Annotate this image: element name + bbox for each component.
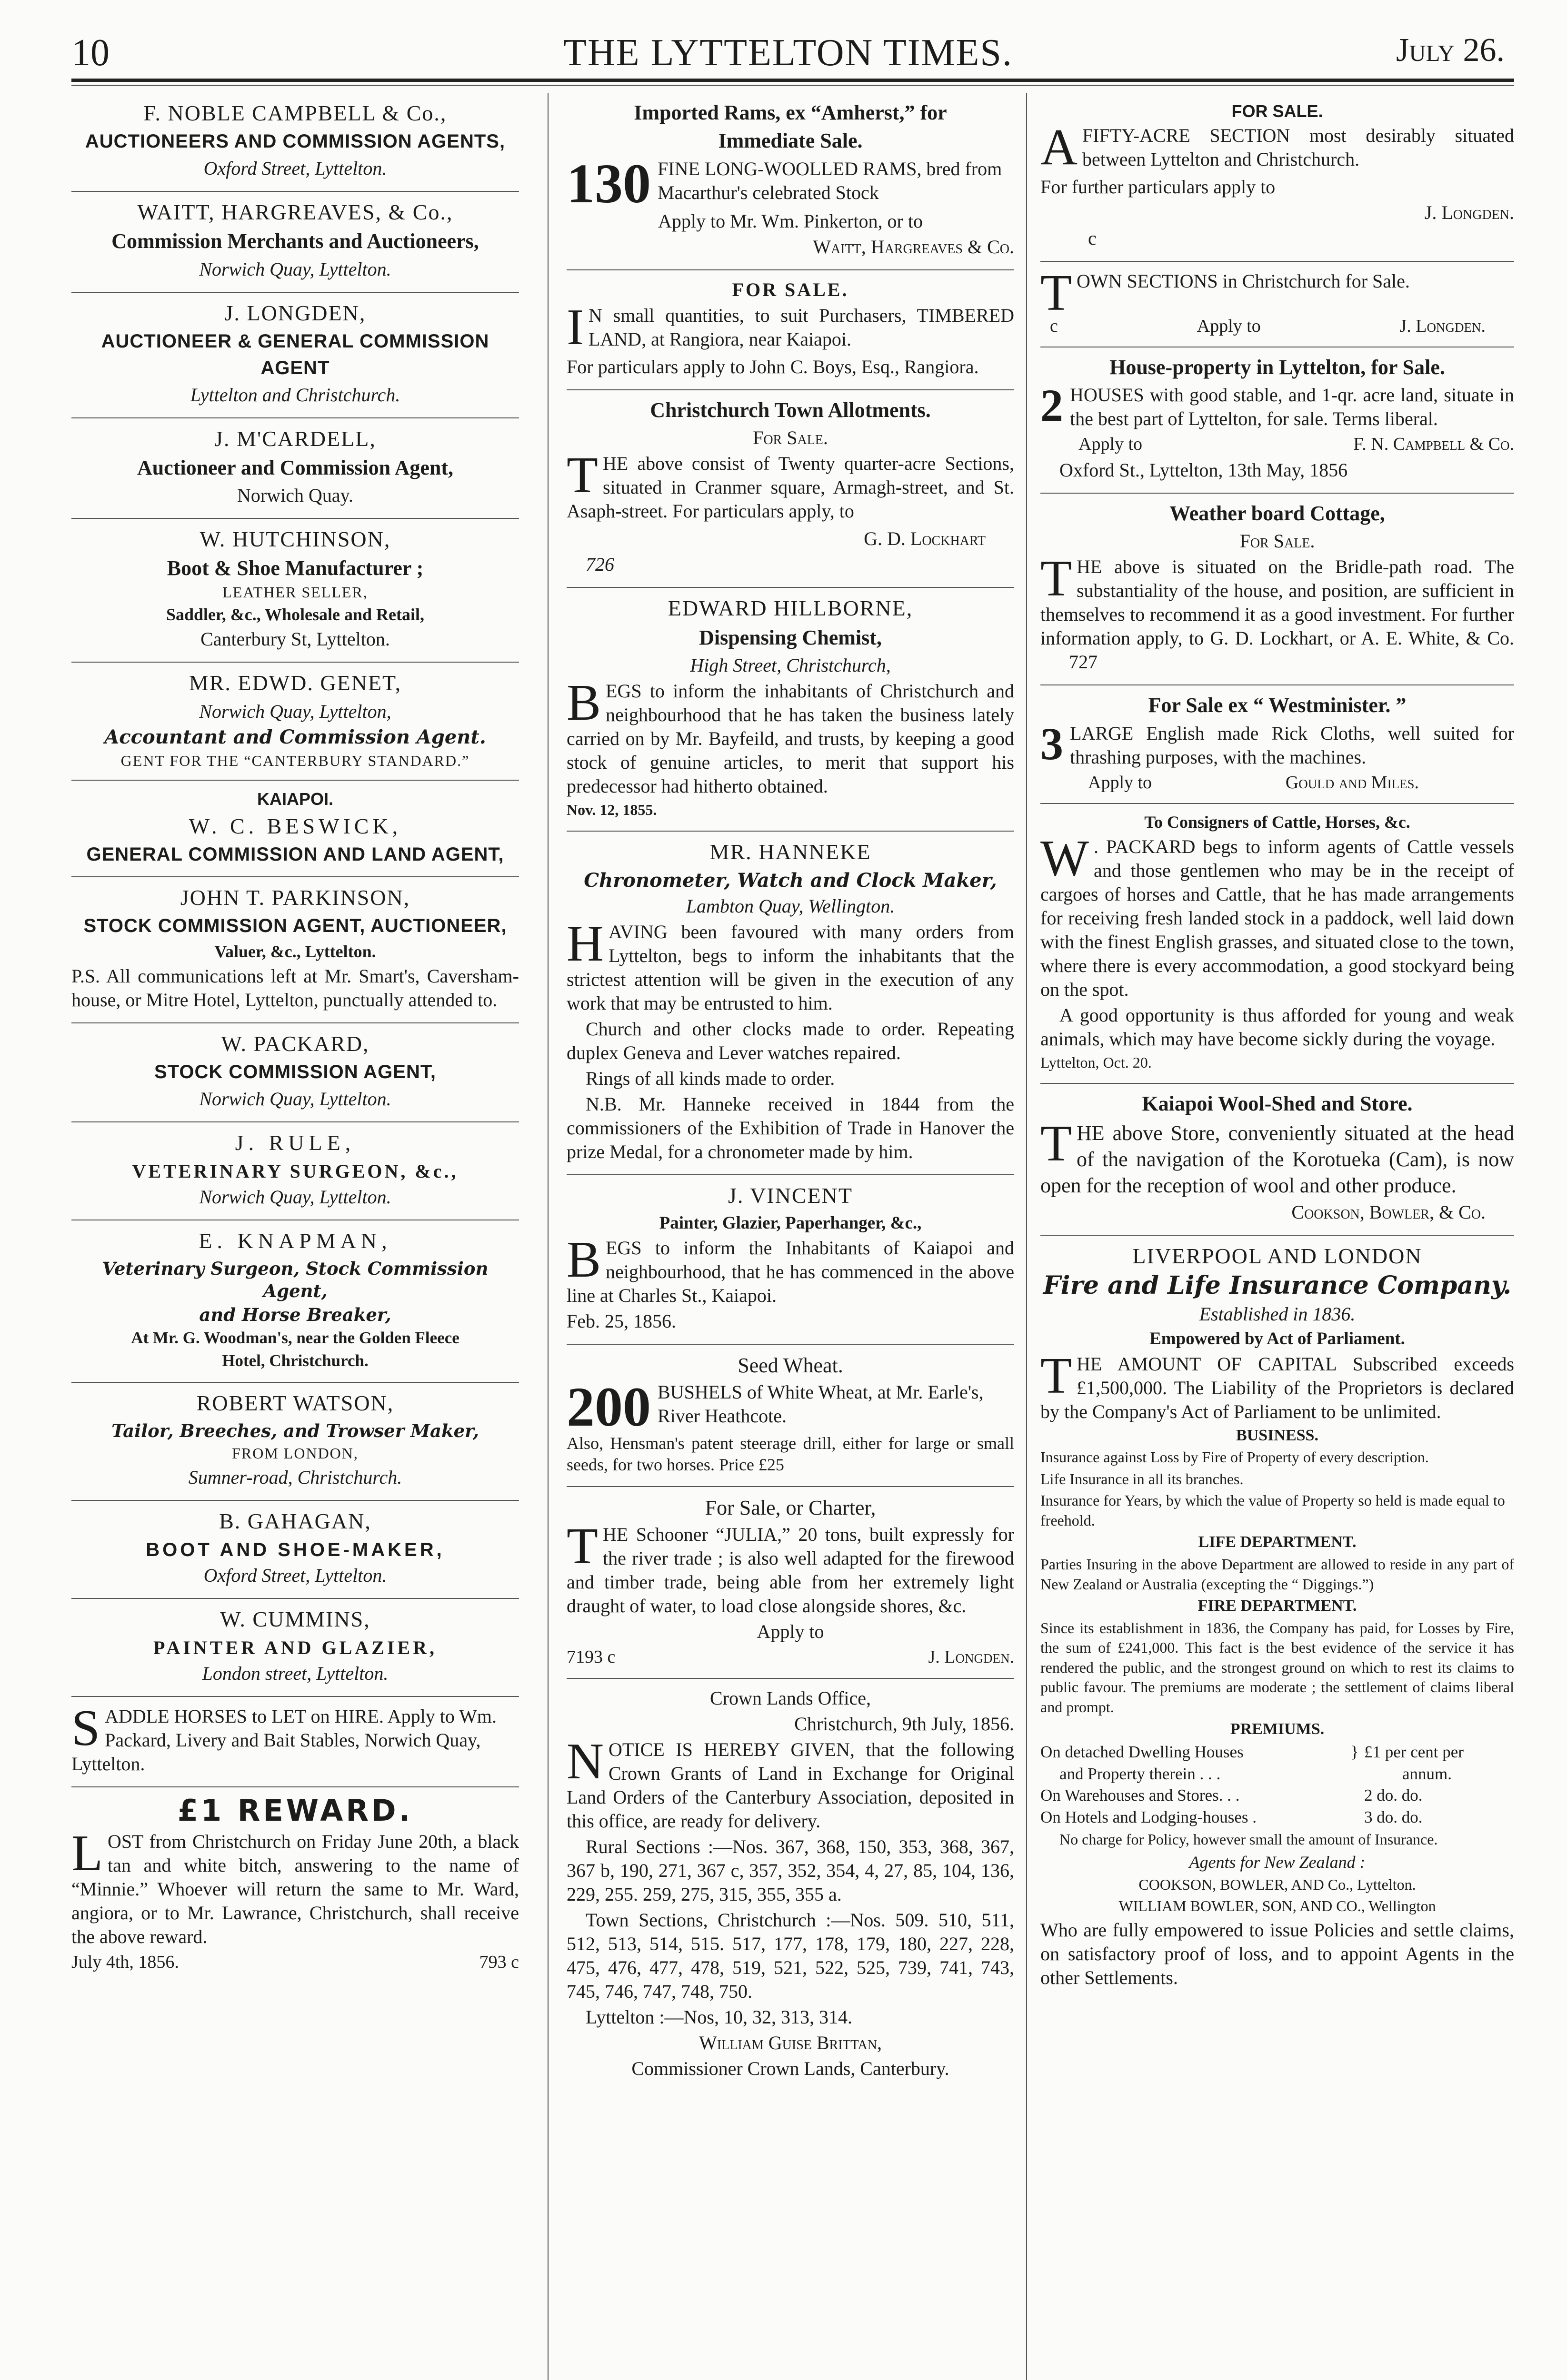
ad-role-2: and Horse Breaker, [199,1304,391,1325]
ad-empowered: Empowered by Act of Parliament. [1149,1329,1405,1349]
ad-agents-heading: Agents for New Zealand : [1189,1852,1366,1872]
premium-label: On Warehouses and Stores. . . [1040,1786,1240,1805]
ad-cottage [1040,494,1514,685]
ad-role: Tailor, Breeches, and Trowser Maker, [111,1420,479,1441]
ad-heading: Christchurch Town Allotments. [650,398,931,422]
ad-name: B. GAHAGAN, [219,1508,371,1533]
ad-text-2: Also, Hensman's patent steerage drill, either for large or small seeds, for two horses. Price £25 [567,1434,1014,1475]
ad-heading: FOR SALE. [732,279,849,301]
drop-cap: N [567,1733,604,1790]
ad-name: W. CUMMINS, [220,1606,370,1631]
ad-text: AVING been favoured with many orders from Lyttelton, begs to inform the inhabitants that the strictest attention will be given in the execution of any work that may be entrusted to him. [567,921,1014,1014]
ad-reward [71,1787,519,1983]
ad-hillborne [567,588,1014,831]
ad-heading: Weather board Cottage, [1169,501,1385,525]
ad-heading: £1 REWARD. [177,1793,413,1828]
ad-role: VETERINARY SURGEON, &c., [132,1160,459,1182]
ad-woolshed [1040,1084,1514,1235]
ad-name: ROBERT WATSON, [196,1390,394,1415]
ad-ref: c [1050,316,1058,336]
ad-date: Christchurch, 9th July, 1856. [794,1713,1014,1735]
ad-address: High Street, Christchurch, [690,654,891,676]
drop-cap: S [71,1699,100,1756]
ad-signed: J. Longden. [928,1647,1014,1667]
ad-address: Sumner-road, Christchurch. [188,1466,402,1488]
ad-address: Norwich Quay, Lyttelton, [199,701,391,723]
ad-role: Commission Merchants and Auctioneers, [111,229,479,253]
ad-section-premiums: PREMIUMS. [1230,1720,1325,1738]
ad-consigners [1040,804,1514,1084]
ad-address: Norwich Quay, Lyttelton. [199,1088,391,1110]
ad-footer-text: Who are fully empowered to issue Policies and settle claims, on satisfactory proof of loss, and to appoint Agents in the other Settlements. [1040,1919,1514,1988]
ad-ref: 7193 c [567,1647,616,1667]
ad-body [567,152,1014,215]
ad-signed: Cookson, Bowler, & Co. [1291,1201,1486,1223]
premium-row-warehouses [1040,1785,1514,1806]
ad-date: Oxford St., Lyttelton, 13th May, 1856 [1059,459,1348,481]
ad-body [1040,550,1514,674]
drop-cap: W [1040,830,1089,887]
drop-cap: B [567,1231,601,1288]
ad-text-3: Rings of all kinds made to order. [586,1067,835,1089]
ad-text: HOUSES with good stable, and 1-qr. acre land, situate in the best part of Lyttelton, for sale. Terms liberal. [1070,384,1514,430]
drop-cap: I [567,299,584,356]
masthead-rule-thin [71,85,1514,86]
ad-footer [1040,771,1514,794]
ad-line-2: Hotel, Christchurch. [222,1351,369,1370]
ad-role: STOCK COMMISSION AGENT, [154,1061,436,1083]
ad-body [567,1733,1014,1833]
column-3 [1040,93,1514,2380]
ad-hanneke [567,832,1014,1175]
ad-name: EDWARD HILLBORNE, [668,596,913,621]
newspaper-title: THE LYTTELTON TIMES. [563,32,1013,74]
drop-cap: T [1040,265,1072,321]
ad-gahagan [71,1501,519,1599]
ad-text: HE above consist of Twenty quarter-acre Sections, situated in Cranmer square, Armagh-street, and St. Asaph-street. For particulars apply, to [567,453,1014,522]
ad-from: FROM LONDON, [232,1444,359,1462]
ad-waitt [71,192,519,292]
ad-allotments [567,390,1014,588]
ad-body [567,1518,1014,1618]
issue-date: July 26. [1396,32,1505,69]
ad-name: W. PACKARD, [221,1031,369,1056]
ad-role: Painter, Glazier, Paperhanger, &c., [659,1213,922,1233]
ad-role: AUCTIONEER & GENERAL COMMISSION AGENT [101,330,489,378]
ad-place: KAIAPOI. [257,789,333,809]
ad-knapman [71,1220,519,1382]
ad-beswick [71,781,519,877]
ad-body [1040,830,1514,1002]
ad-crown-lands [567,1679,1014,2091]
brace-glyph: } [1350,1743,1359,1762]
ad-town-sections [1040,262,1514,347]
drop-cap: T [1040,1115,1072,1172]
drop-cap: T [1040,550,1072,607]
premium-rate: annum. [1402,1764,1452,1783]
ad-body [1040,1115,1514,1199]
ad-premium-note: No charge for Policy, however small the amount of Insurance. [1059,1831,1438,1848]
ad-ref: 793 c [479,1952,519,1972]
ad-footer [1040,433,1514,456]
ad-role: GENERAL COMMISSION AND LAND AGENT, [86,844,504,865]
ad-apply: Apply to [1197,316,1261,336]
ad-date: July 4th, 1856. [71,1952,179,1972]
ad-quantity: 130 [567,152,651,215]
ad-text: EGS to inform the inhabitants of Christchurch and neighbourhood that he has taken the business lately carried on by Mr. Bayfeild, and trusts, by keeping a good stock of genuine articles, to merit that support his predecessor had hitherto obtained. [567,680,1014,797]
ad-text: FIFTY-ACRE SECTION most desirably situated between Lyttelton and Christchurch. [1082,125,1514,170]
premium-label: and Property therein . . . [1059,1764,1221,1783]
premium-row-dwelling-2 [1040,1763,1514,1785]
ad-packard [71,1023,519,1122]
ad-campbell [71,93,519,192]
ad-role: Accountant and Commission Agent. [104,726,486,749]
ad-name: J. VINCENT [728,1183,853,1208]
ad-subrole: LEATHER SELLER, [222,583,368,601]
ad-line: Saddler, &c., Wholesale and Retail, [166,605,425,625]
premium-label: On detached Dwelling Houses [1040,1743,1244,1762]
ad-body [567,674,1014,798]
ad-text: OWN SECTIONS in Christchurch for Sale. [1076,270,1410,292]
ad-note: GENT FOR THE “CANTERBURY STANDARD.” [120,752,470,770]
drop-cap: H [567,915,604,972]
ad-fifty-acre [1040,93,1514,262]
drop-cap: T [567,447,598,504]
ad-role: Boot & Shoe Manufacturer ; [167,556,424,580]
ad-rule [71,1122,519,1220]
ad-date: Nov. 12, 1855. [567,801,657,818]
ad-name: W. HUTCHINSON, [200,527,391,552]
ad-address: Lambton Quay, Wellington. [686,895,895,917]
ad-line: At Mr. G. Woodman's, near the Golden Fleece [131,1329,459,1348]
ad-quantity: 200 [567,1375,651,1438]
ad-westminster [1040,685,1514,804]
ad-address: Oxford Street, Lyttelton. [203,1564,387,1586]
ad-text: EGS to inform the Inhabitants of Kaiapoi and neighbourhood, that he has commenced in the above line at Charles St., Kaiapoi. [567,1237,1014,1306]
ad-body [71,1699,519,1776]
ad-body: P.S. All communications left at Mr. Smart's, Caversham-house, or Mitre Hotel, Lyttelton, punctually attended to. [71,965,519,1011]
ad-body [1040,718,1514,769]
ad-signed: F. N. Campbell & Co. [1353,434,1514,455]
ad-name: MR. EDWD. GENET, [189,671,402,695]
ad-footer [71,1951,519,1974]
ad-julia [567,1487,1014,1678]
ad-body [1040,119,1514,176]
ad-heading: For Sale, or Charter, [705,1496,876,1520]
ad-heading: House-property in Lyttelton, for Sale. [1109,355,1445,379]
masthead [71,23,1505,75]
ad-body [1040,1347,1514,1424]
ad-life-text: Parties Insuring in the above Department are allowed to reside in any part of New Zealand or Australia (excepting the “ Diggings.”) [1040,1555,1514,1593]
premium-rate: 2 do. do. [1364,1786,1423,1805]
ad-signed-title: Commissioner Crown Lands, Canterbury. [631,2057,949,2079]
ad-genet [71,663,519,781]
ad-parkinson [71,877,519,1023]
ad-body [1040,380,1514,431]
ad-body [567,915,1014,1015]
ad-role: Dispensing Chemist, [699,625,882,649]
ad-subheading: For Sale. [753,427,828,449]
premium-label: On Hotels and Lodging-houses . [1040,1807,1257,1826]
ad-apply: Apply to [757,1621,824,1643]
ad-section-life: LIFE DEPARTMENT. [1198,1533,1357,1551]
ad-signed: J. Longden. [1424,202,1514,223]
ad-role: PAINTER AND GLAZIER, [153,1636,437,1658]
ad-text: OTICE IS HEREBY GIVEN, that the following Crown Grants of Land in Exchange for Original Land Orders of the Canterbury Association, deposited in this office, are ready for delivery. [567,1738,1014,1832]
ad-name: F. NOBLE CAMPBELL & Co., [143,101,447,125]
ad-text: HE above Store, conveniently situated at the head of the navigation of the Korotueka (Cam), is now open for the reception of wool and other produce. [1040,1121,1514,1197]
ad-heading: Seed Wheat. [738,1353,843,1377]
ad-address: Canterbury St, Lyttelton. [200,628,390,650]
ad-body [1040,265,1514,321]
ad-role: Veterinary Surgeon, Stock Commission Agent, [102,1258,489,1301]
ad-signed: G. D. Lockhart [864,528,986,550]
ad-text-4: N.B. Mr. Hanneke received in 1844 from the commissioners of the Exhibition of Trade in Hanover the prize Medal, for a chronometer made by him. [567,1093,1014,1162]
ad-agent-1: COOKSON, BOWLER, AND Co., Lyttelton. [1138,1875,1416,1893]
ad-heading: Kaiapoi Wool-Shed and Store. [1142,1092,1413,1116]
ad-body [71,1825,519,1949]
ad-section-business: BUSINESS. [1236,1426,1318,1444]
ad-address: Norwich Quay, Lyttelton. [199,258,391,280]
ad-ref: c [1088,228,1097,249]
ad-ref: 727 [1069,651,1098,673]
ad-name: JOHN T. PARKINSON, [180,885,410,910]
ad-address: London street, Lyttelton. [202,1662,389,1684]
ad-business-1: Insurance against Loss by Fire of Property of every description. [1040,1448,1429,1466]
drop-cap: T [567,1518,598,1575]
ad-quantity: 3 [1040,718,1063,769]
ad-apply: For further particulars apply to [1040,176,1276,198]
ad-text: HE AMOUNT OF CAPITAL Subscribed exceeds £1,500,000. The Liability of the Proprietors is declared by the Company's Act of Parliament to be unlimited. [1040,1353,1514,1422]
ad-text: HE above is situated on the Bridle-path road. The substantiality of the house, and position, are sufficient in themselves to recommend it as a good investment. For further information apply, to G. D. Lockhart, or A. E. White, & Co. [1040,556,1514,649]
ad-established: Established in 1836. [1199,1303,1356,1325]
ad-body [567,447,1014,523]
ad-hutchinson [71,519,519,663]
ad-insurance [1040,1236,1514,2000]
premium-row-hotels [1040,1806,1514,1828]
ad-apply: Apply to [1078,434,1143,455]
page-number: 10 [71,32,110,74]
premium-rate: 3 do. do. [1364,1807,1423,1826]
premium-row-dwelling [1040,1741,1514,1763]
ad-signed: Waitt, Hargreaves & Co. [813,236,1014,258]
column-divider-1 [548,93,549,2380]
ad-timber-land [567,270,1014,390]
ad-text: ADDLE HORSES to LET on HIRE. Apply to Wm. Packard, Livery and Bait Stables, Norwich Quay, Lyttelton. [71,1705,497,1775]
ad-name: J. M'CARDELL, [214,426,376,451]
ad-fire-text: Since its establishment in 1836, the Company has paid, for Losses by Fire, the sum of £241,000. This fact is the best evidence of the service it has rendered the public, and the strongest ground on which to rest its claims to public favour. The premiums are moderate ; the settlement of claims liberal and prompt. [1040,1619,1514,1716]
ad-date: Feb. 25, 1856. [567,1310,676,1332]
ad-subheading: For Sale. [1239,530,1315,552]
ad-address: Oxford Street, Lyttelton. [203,158,387,179]
ad-text: HE Schooner “JULIA,” 20 tons, built expressly for the river trade ; is also well adapted for the firewood and timber trade, being able from her extremely light draught of water, to load close alongside shores, &c. [567,1524,1014,1617]
ad-name: J. LONGDEN, [224,300,366,325]
ad-footer [567,1646,1014,1669]
ad-role: STOCK COMMISSION AGENT, AUCTIONEER, [83,915,507,937]
ad-quantity: 2 [1040,380,1063,431]
ad-body [567,1375,1014,1438]
ad-text-2: A good opportunity is thus afforded for young and weak animals, which may have become sickly during the voyage. [1040,1004,1514,1050]
premium-rate: £1 per cent per [1364,1743,1464,1762]
ad-rural-sections: Rural Sections :—Nos. 367, 368, 150, 353, 368, 367, 367 b, 190, 271, 367 c, 357, 352, 354, 4, 27, 85, 104, 136, 229, 255. 259, 275, 315, 355, 355 a. [567,1835,1014,1905]
ad-house-property [1040,347,1514,494]
ad-text: LARGE English made Rick Cloths, well suited for thrashing purposes, with the machines. [1070,722,1514,768]
ad-text: N small quantities, to suit Purchasers, TIMBERED LAND, at Rangiora, near Kaiapoi. [588,305,1014,350]
ad-apply: Apply to Mr. Wm. Pinkerton, or to [658,210,923,232]
ad-seed-wheat [567,1345,1014,1487]
ad-signed: William Guise Brittan, [699,2032,882,2053]
ad-text: BUSHELS of White Wheat, at Mr. Earle's, River Heathcote. [658,1381,984,1427]
ad-apply: Apply to [1088,772,1152,793]
column-1 [71,93,519,2380]
ad-text-2: Church and other clocks made to order. Repeating duplex Geneva and Lever watches repaired. [567,1018,1014,1063]
drop-cap: B [567,674,601,731]
column-divider-2 [1026,93,1027,2380]
ad-mccardell [71,418,519,519]
ad-longden [71,293,519,418]
ad-address: Lyttelton and Christchurch. [190,384,400,406]
column-2 [567,93,1014,2380]
ad-name: WAITT, HARGREAVES, & Co., [137,200,453,225]
drop-cap: L [71,1825,103,1882]
ad-role: Auctioneer and Commission Agent, [137,456,454,479]
ad-lyttelton-sections: Lyttelton :—Nos, 10, 32, 313, 314. [586,2006,852,2028]
ad-name: MR. HANNEKE [709,839,871,864]
ad-heading-2: Immediate Sale. [718,129,863,153]
ad-name: E. KNAPMAN, [199,1229,392,1253]
ad-text: FINE LONG-WOOLLED RAMS, bred from Macarthur's celebrated Stock [658,158,1002,203]
ad-line: Valuer, &c., Lyttelton. [214,942,376,962]
ad-date: Lyttelton, Oct. 20. [1040,1053,1152,1071]
ad-address: Norwich Quay, Lyttelton. [199,1186,391,1208]
ad-heading: Imported Rams, ex “Amherst,” for [634,101,947,124]
ad-agent-2: WILLIAM BOWLER, SON, AND CO., Wellington [1118,1897,1436,1915]
ad-heading: FOR SALE. [1231,101,1323,121]
ad-saddle-horses [71,1697,519,1787]
ad-business-2: Life Insurance in all its branches. [1040,1470,1244,1488]
ad-role: Chronometer, Watch and Clock Maker, [584,869,997,892]
ad-cummins [71,1599,519,1697]
ad-signed: Gould and Miles. [1285,772,1419,793]
ad-role: AUCTIONEERS AND COMMISSION AGENTS, [85,131,506,152]
ad-section-fire: FIRE DEPARTMENT. [1198,1597,1357,1615]
ad-text: . PACKARD begs to inform agents of Cattle vessels and those gentlemen who may be in the receipt of cargoes of horses and Cattle, that he has made arrangements for receiving fresh landed stock in a paddock, well laid down with the finest English grasses, and situated close to the town, where there is every accommodation, a good stockyard being on the spot. [1040,835,1514,1000]
ad-text: OST from Christchurch on Friday June 20th, a black tan and white bitch, answering to the name of “Minnie.” Whoever will return the same to Mr. Ward, angiora, or to Mr. Lawrance, Christchurch, shall receive the above reward. [71,1830,519,1947]
ad-heading: For Sale ex “ Westminister. ” [1148,694,1407,717]
ad-office: Crown Lands Office, [709,1687,871,1709]
ad-heading: LIVERPOOL AND LONDON [1132,1243,1422,1268]
ad-address: Norwich Quay. [237,485,353,506]
ad-apply: For particulars apply to John C. Boys, Esq., Rangiora. [567,356,979,378]
ad-company-name: Fire and Life Insurance Company. [1043,1270,1512,1300]
ad-body [567,1231,1014,1308]
ad-name: W. C. BESWICK, [189,813,402,838]
ad-heading: To Consigners of Cattle, Horses, &c. [1144,812,1410,832]
ad-watson [71,1383,519,1501]
ad-business-3: Insurance for Years, by which the value of Property so held is made equal to freehold. [1040,1492,1505,1529]
ad-footer [1040,315,1514,338]
masthead-rule [71,79,1514,82]
ad-name: J. RULE, [235,1130,356,1155]
ad-rams [567,93,1014,270]
ad-body [567,299,1014,356]
ad-signed: J. Longden. [1399,316,1486,336]
ad-town-sections: Town Sections, Christchurch :—Nos. 509. 510, 511, 512, 513, 514, 515. 517, 177, 178, 179, 180, 227, 228, 475, 476, 477, 478, 519, 521, 522, 525, 739, 741, 743, 745, 746, 747, 748, 750. [567,1909,1014,2002]
drop-cap: T [1040,1347,1072,1404]
ad-vincent [567,1175,1014,1345]
ad-role: BOOT AND SHOE-MAKER, [146,1539,445,1560]
drop-cap: A [1040,119,1078,176]
ad-ref: 726 [586,554,614,575]
